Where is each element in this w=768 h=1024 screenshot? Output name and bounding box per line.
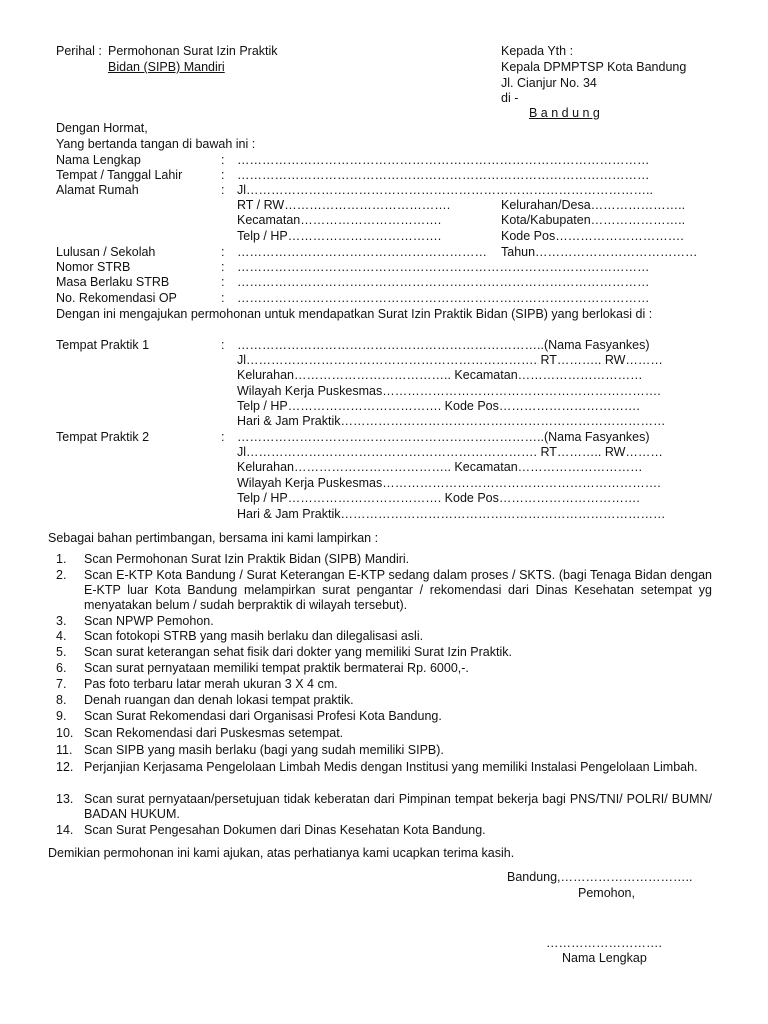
field-colon: :: [221, 338, 225, 352]
praktik-1-hari: Hari & Jam Praktik……………………………………………………………………: [237, 414, 666, 428]
field-kodepos: Kode Pos………………………….: [501, 229, 684, 243]
attachment-item: Scan NPWP Pemohon.: [84, 614, 214, 628]
field-label-strb: Nomor STRB: [56, 260, 131, 274]
kepada-yth: Kepada Yth :: [501, 44, 574, 58]
attachment-item: Scan Surat Pengesahan Dokumen dari Dinas Kesehatan Kota Bandung.: [84, 823, 486, 837]
attachment-item: Scan fotokopi STRB yang masih berlaku dan dilegalisasi asli.: [84, 629, 424, 643]
attachment-number: 13.: [56, 792, 74, 806]
signed-intro: Yang bertanda tangan di bawah ini :: [56, 137, 256, 151]
field-label-ttl: Tempat / Tanggal Lahir: [56, 168, 183, 182]
perihal-line-1: Permohonan Surat Izin Praktik: [108, 44, 278, 58]
praktik-1-telp-kodepos: Telp / HP………………………………. Kode Pos…………………………….: [237, 399, 640, 413]
field-kota: Kota/Kabupaten…………………..: [501, 213, 686, 227]
request-paragraph: Dengan ini mengajukan permohonan untuk mendapatkan Surat Izin Praktik Bidan (SIPB) yang berlokasi di :: [56, 307, 653, 321]
praktik-1-fasyankes: ………………………………………………………………..(Nama Fasyankes): [237, 338, 650, 352]
attachment-number: 8.: [56, 693, 67, 707]
praktik-1-label: Tempat Praktik 1: [56, 338, 150, 352]
field-colon: :: [221, 245, 225, 259]
attachment-number: 9.: [56, 709, 67, 723]
attachment-number: 3.: [56, 614, 67, 628]
field-colon: :: [221, 183, 225, 197]
attachment-item: Denah ruangan dan denah lokasi tempat praktik.: [84, 693, 354, 707]
field-rtrw: RT / RW………………………………….: [237, 198, 451, 212]
attachment-item: Scan surat keterangan sehat fisik dari dokter yang memiliki Surat Izin Praktik.: [84, 645, 512, 659]
praktik-2-label: Tempat Praktik 2: [56, 430, 150, 444]
place-date: Bandung,…………………………..: [507, 870, 693, 884]
attachment-number: 14.: [56, 823, 74, 837]
attachment-number: 5.: [56, 645, 67, 659]
greeting: Dengan Hormat,: [56, 121, 148, 135]
attachment-number: 1.: [56, 552, 67, 566]
field-label-lulusan: Lulusan / Sekolah: [56, 245, 156, 259]
field-label-nama: Nama Lengkap: [56, 153, 141, 167]
praktik-2-hari: Hari & Jam Praktik……………………………………………………………………: [237, 507, 666, 521]
attachment-number: 11.: [56, 743, 73, 757]
field-value-lulusan: ……………………………………………………: [237, 245, 487, 259]
attachments-intro: Sebagai bahan pertimbangan, bersama ini kami lampirkan :: [48, 531, 379, 545]
field-value-rekom: ………………………………………………………………………………………: [237, 291, 650, 305]
recipient-address: Jl. Cianjur No. 34: [501, 76, 597, 90]
applicant-label: Pemohon,: [578, 886, 635, 900]
attachment-number: 7.: [56, 677, 67, 691]
field-label-rekom: No. Rekomendasi OP: [56, 291, 177, 305]
field-colon: :: [221, 153, 225, 167]
praktik-2-telp-kodepos: Telp / HP………………………………. Kode Pos…………………………….: [237, 491, 640, 505]
field-value-masa: ………………………………………………………………………………………: [237, 275, 650, 289]
attachment-item: Scan Surat Rekomendasi dari Organisasi Profesi Kota Bandung.: [84, 709, 442, 723]
field-kecamatan: Kecamatan…………………………….: [237, 213, 442, 227]
recipient: Kepala DPMPTSP Kota Bandung: [501, 60, 687, 74]
field-colon: :: [221, 275, 225, 289]
praktik-1-jl: Jl……………………………………………………………. RT……….. RW………: [237, 353, 663, 367]
field-tahun: Tahun…………………………………: [501, 245, 698, 259]
perihal-line-2: Bidan (SIPB) Mandiri: [108, 60, 225, 74]
field-value-ttl: ………………………………………………………………………………………: [237, 168, 650, 182]
praktik-2-fasyankes: ………………………………………………………………..(Nama Fasyankes): [237, 430, 650, 444]
attachment-item: Perjanjian Kerjasama Pengelolaan Limbah Medis dengan Institusi yang memiliki Instalasi Pengelolaan Limbah.: [84, 760, 698, 774]
attachment-number: 10.: [56, 726, 74, 740]
recipient-city: B a n d u n g: [529, 106, 600, 120]
attachment-number: 2.: [56, 568, 67, 582]
attachment-item: Scan Permohonan Surat Izin Praktik Bidan (SIPB) Mandiri.: [84, 552, 410, 566]
attachment-item: Scan SIPB yang masih berlaku (bagi yang sudah memiliki SIPB).: [84, 743, 444, 757]
field-telp: Telp / HP……………………………….: [237, 229, 442, 243]
attachment-item: Scan E-KTP Kota Bandung / Surat Keterangan E-KTP sedang dalam proses / SKTS. (bagi Tenaga Bidan dengan E-KTP luar Kota Bandung melampirkan surat pengantar / rekomendasi dari Dinas Kesehatan setempat yg menyatakan belum / sudah berpraktik di wilayah tersebut).: [84, 568, 712, 612]
field-value-alamat: Jl……………………………………………………………………………………..: [237, 183, 653, 197]
field-colon: :: [221, 168, 225, 182]
di-label: di -: [501, 91, 519, 105]
field-value-nama: ………………………………………………………………………………………: [237, 153, 650, 167]
field-kelurahan-desa: Kelurahan/Desa…………………..: [501, 198, 686, 212]
perihal-label: Perihal :: [56, 44, 102, 58]
praktik-2-kel-kec: Kelurahan……………………………….. Kecamatan…………………………: [237, 460, 643, 474]
field-colon: :: [221, 430, 225, 444]
field-colon: :: [221, 291, 225, 305]
field-label-masa: Masa Berlaku STRB: [56, 275, 170, 289]
signer-name: Nama Lengkap: [562, 951, 647, 965]
field-label-alamat: Alamat Rumah: [56, 183, 139, 197]
attachment-item: Scan surat pernyataan/persetujuan tidak keberatan dari Pimpinan tempat bekerja bagi PNS/TNI/ POLRI/ BUMN/ BADAN HUKUM.: [84, 792, 712, 821]
attachment-number: 6.: [56, 661, 67, 675]
field-colon: :: [221, 260, 225, 274]
attachment-item: Scan Rekomendasi dari Puskesmas setempat.: [84, 726, 344, 740]
attachment-item: Pas foto terbaru latar merah ukuran 3 X 4 cm.: [84, 677, 338, 691]
praktik-1-wilayah: Wilayah Kerja Puskesmas………………………………………………………….: [237, 384, 661, 398]
field-value-strb: ………………………………………………………………………………………: [237, 260, 650, 274]
praktik-2-jl: Jl……………………………………………………………. RT……….. RW………: [237, 445, 663, 459]
praktik-2-wilayah: Wilayah Kerja Puskesmas………………………………………………………….: [237, 476, 661, 490]
closing-sentence: Demikian permohonan ini kami ajukan, atas perhatianya kami ucapkan terima kasih.: [48, 846, 515, 860]
signature-line: ……………………….: [546, 936, 662, 950]
attachment-number: 12.: [56, 760, 74, 774]
attachment-number: 4.: [56, 629, 67, 643]
praktik-1-kel-kec: Kelurahan……………………………….. Kecamatan…………………………: [237, 368, 643, 382]
attachment-item: Scan surat pernyataan memiliki tempat praktik bermaterai Rp. 6000,-.: [84, 661, 469, 675]
